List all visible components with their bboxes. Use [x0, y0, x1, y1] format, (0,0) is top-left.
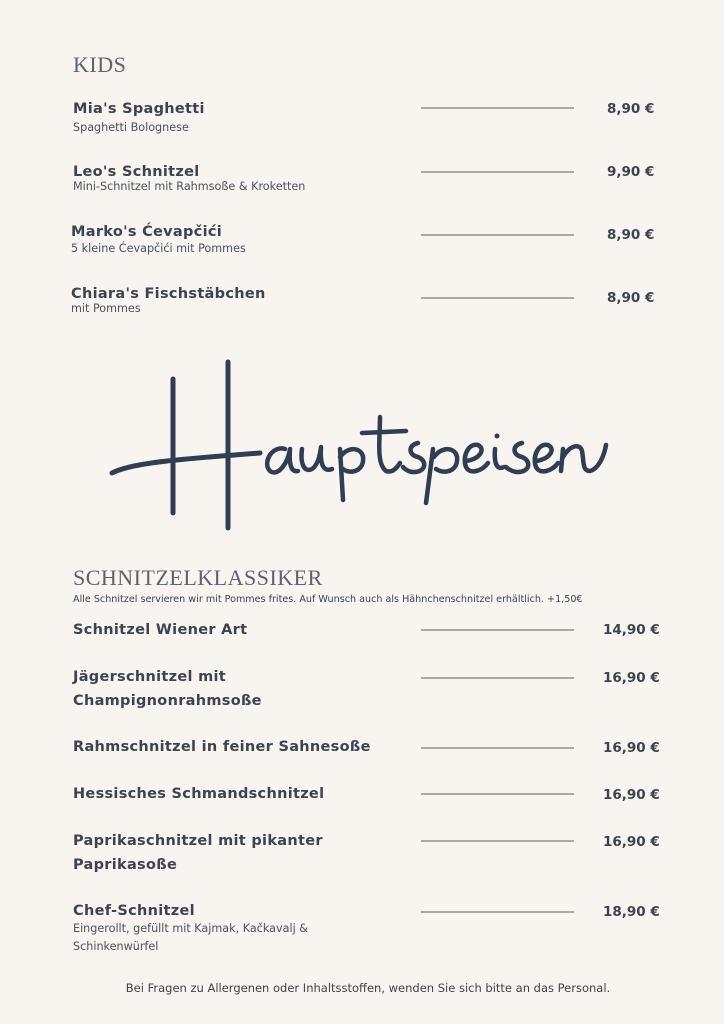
item-name-line2: Paprikasoße [73, 857, 178, 873]
item-name-line1: Jägerschnitzel mit [73, 669, 227, 685]
item-description-line2: Schinkenwürfel [73, 940, 159, 953]
leader-line [421, 234, 574, 236]
leader-line [421, 297, 574, 299]
item-price: 16,90 € [603, 834, 660, 850]
leader-line [421, 171, 574, 173]
item-price: 18,90 € [603, 904, 660, 920]
leader-line [421, 107, 574, 109]
item-name: Hessisches Schmandschnitzel [73, 786, 325, 802]
item-price: 16,90 € [603, 740, 660, 756]
item-name: Marko's Ćevapčići [71, 224, 223, 240]
item-description: 5 kleine Ćevapčići mit Pommes [71, 242, 246, 255]
schnitzel-section-title: SCHNITZELKLASSIKER [73, 565, 323, 590]
item-name: Leo's Schnitzel [73, 164, 200, 180]
item-price: 8,90 € [607, 290, 655, 306]
item-name: Schnitzel Wiener Art [73, 622, 248, 638]
item-name: Chiara's Fischstäbchen [71, 286, 266, 302]
item-description-line1: Eingerollt, gefüllt mit Kajmak, Kačkavalj & [73, 922, 308, 935]
allergen-footer-note: Bei Fragen zu Allergenen oder Inhaltsstoffen, wenden Sie sich bitte an das Personal. [125, 981, 611, 995]
schnitzel-section-note: Alle Schnitzel servieren wir mit Pommes frites. Auf Wunsch auch als Hähnchenschnitzel erhältlich. +1,50€ [73, 594, 583, 605]
leader-line [421, 747, 574, 749]
leader-line [421, 793, 574, 795]
item-name: Mia's Spaghetti [73, 101, 205, 117]
hauptspeisen-script-heading [100, 345, 620, 535]
item-name: Chef-Schnitzel [73, 903, 195, 919]
item-name-line1: Paprikaschnitzel mit pikanter [73, 833, 323, 849]
leader-line [421, 677, 574, 679]
item-price: 16,90 € [603, 670, 660, 686]
item-price: 14,90 € [603, 622, 660, 638]
item-price: 16,90 € [603, 787, 660, 803]
item-price: 9,90 € [607, 164, 655, 180]
item-description: Spaghetti Bolognese [73, 121, 189, 134]
leader-line [421, 911, 574, 913]
kids-section-title: KIDS [73, 52, 127, 77]
leader-line [421, 629, 574, 631]
item-price: 8,90 € [607, 101, 655, 117]
script-lettering [100, 345, 620, 535]
item-description: mit Pommes [71, 302, 141, 315]
item-name: Rahmschnitzel in feiner Sahnesoße [73, 739, 371, 755]
item-description: Mini-Schnitzel mit Rahmsoße & Kroketten [73, 180, 306, 193]
item-price: 8,90 € [607, 227, 655, 243]
item-name-line2: Champignonrahmsoße [73, 693, 262, 709]
leader-line [421, 840, 574, 842]
